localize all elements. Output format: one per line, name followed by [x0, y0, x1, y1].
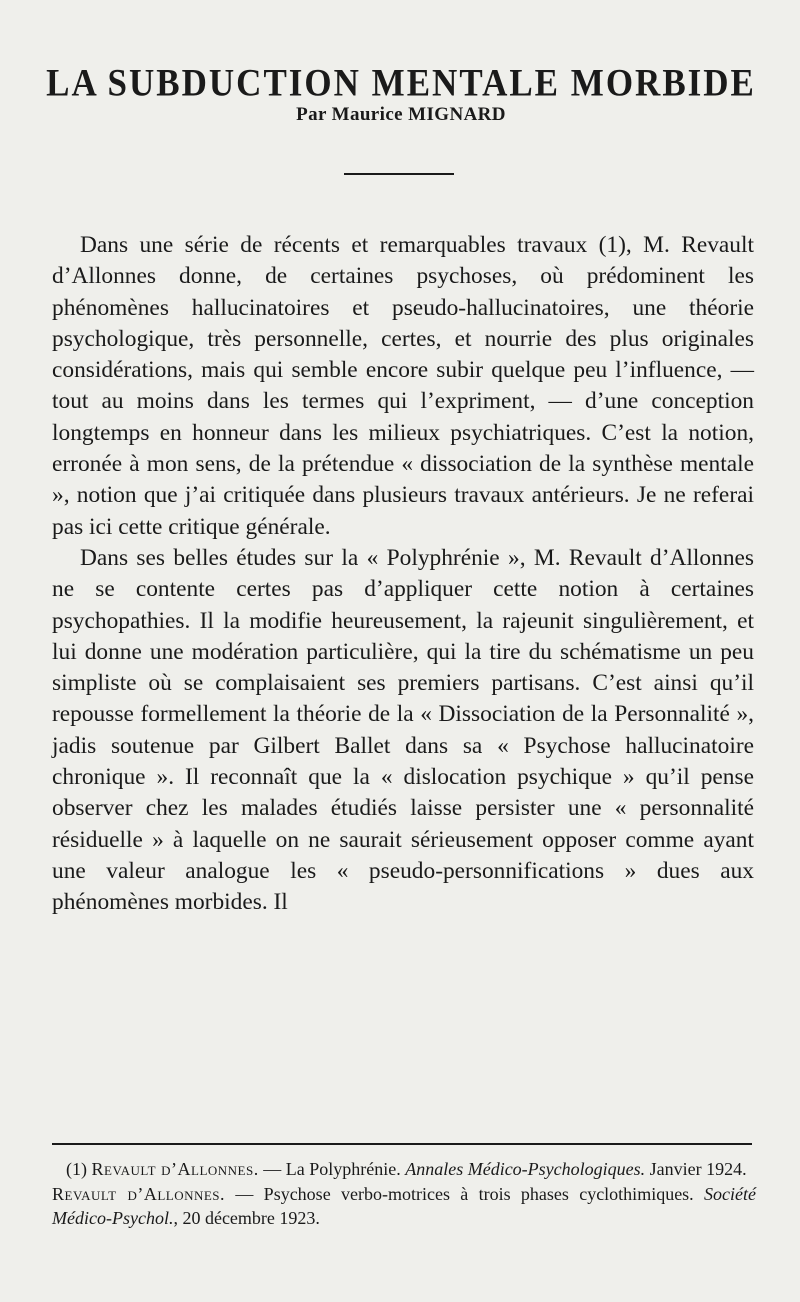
footnote-2-text: — Psychose verbo-motrices à trois phases cyclothimiques. — [225, 1183, 705, 1204]
footnote-separator-rule — [52, 1143, 752, 1145]
article-title: LA SUBDUCTION MENTALE MORBIDE — [46, 61, 756, 106]
article-byline: Par Maurice MIGNARD — [296, 104, 506, 125]
footnote-1-number: (1) — [66, 1159, 87, 1179]
footnote-1-date: Janvier 1924. — [645, 1159, 747, 1179]
footnote-1 — [52, 1157, 756, 1182]
footnote-2-journal: Société Médico-Psychol. — [52, 1183, 756, 1228]
body-paragraph-2: Dans ses belles études sur la « Polyphrénie », M. Revault d’Allonnes ne se contente certes pas d’appliquer cette notion à certaines psychopathies. Il la modifie heureusement, la rajeunit singulièrement, et lui donne une modération particulière, qui la tire du schématisme un peu simpliste où se complaisaient ses premiers partisans. C’est ainsi qu’il repousse formellement la théorie de la « Dissociation de la Personnalité », jadis soutenue par Gilbert Ballet dans sa « Psychose hallucinatoire chronique ». Il reconnaît que la « dislocation psychique » qu’il pense observer chez les malades étudiés laisse persister une « personnalité résiduelle » à laquelle on ne saurait sérieusement opposer comme ayant une valeur analogue les « pseudo-personnifications » dues aux phénomènes morbides. Il — [52, 544, 754, 916]
footnote-1-journal: Annales Médico-Psychologiques. — [405, 1159, 646, 1179]
footnote-2-date: , 20 décembre 1923. — [173, 1208, 320, 1228]
article-body — [52, 230, 754, 919]
footnote-1-author: Revault d’Allonnes. — [91, 1159, 259, 1179]
body-paragraph-1: Dans une série de récents et remarquables travaux (1), M. Revault d’Allonnes donne, de certaines psychoses, où prédominent les phénomènes hallucinatoires et pseudo-hallucinatoires, une théorie psychologique, très personnelle, certes, et nourrie des plus originales considérations, mais qui semble encore subir quelque peu l’influence, — tout au moins dans les termes qui l’expriment, — d’une conception longtemps en honneur dans les milieux psychiatriques. C’est la notion, erronée à mon sens, de la prétendue « dissociation de la synthèse mentale », notion que j’ai critiquée dans plusieurs travaux antérieurs. Je ne referai pas ici cette critique générale. — [52, 232, 754, 540]
footnote-2-author: Revault d’Allonnes. — [52, 1183, 226, 1204]
footnote-1-text: — La Polyphrénie. — [258, 1159, 406, 1179]
footnote-2 — [52, 1182, 756, 1231]
title-separator-rule — [344, 173, 454, 175]
footnotes — [52, 1157, 756, 1231]
